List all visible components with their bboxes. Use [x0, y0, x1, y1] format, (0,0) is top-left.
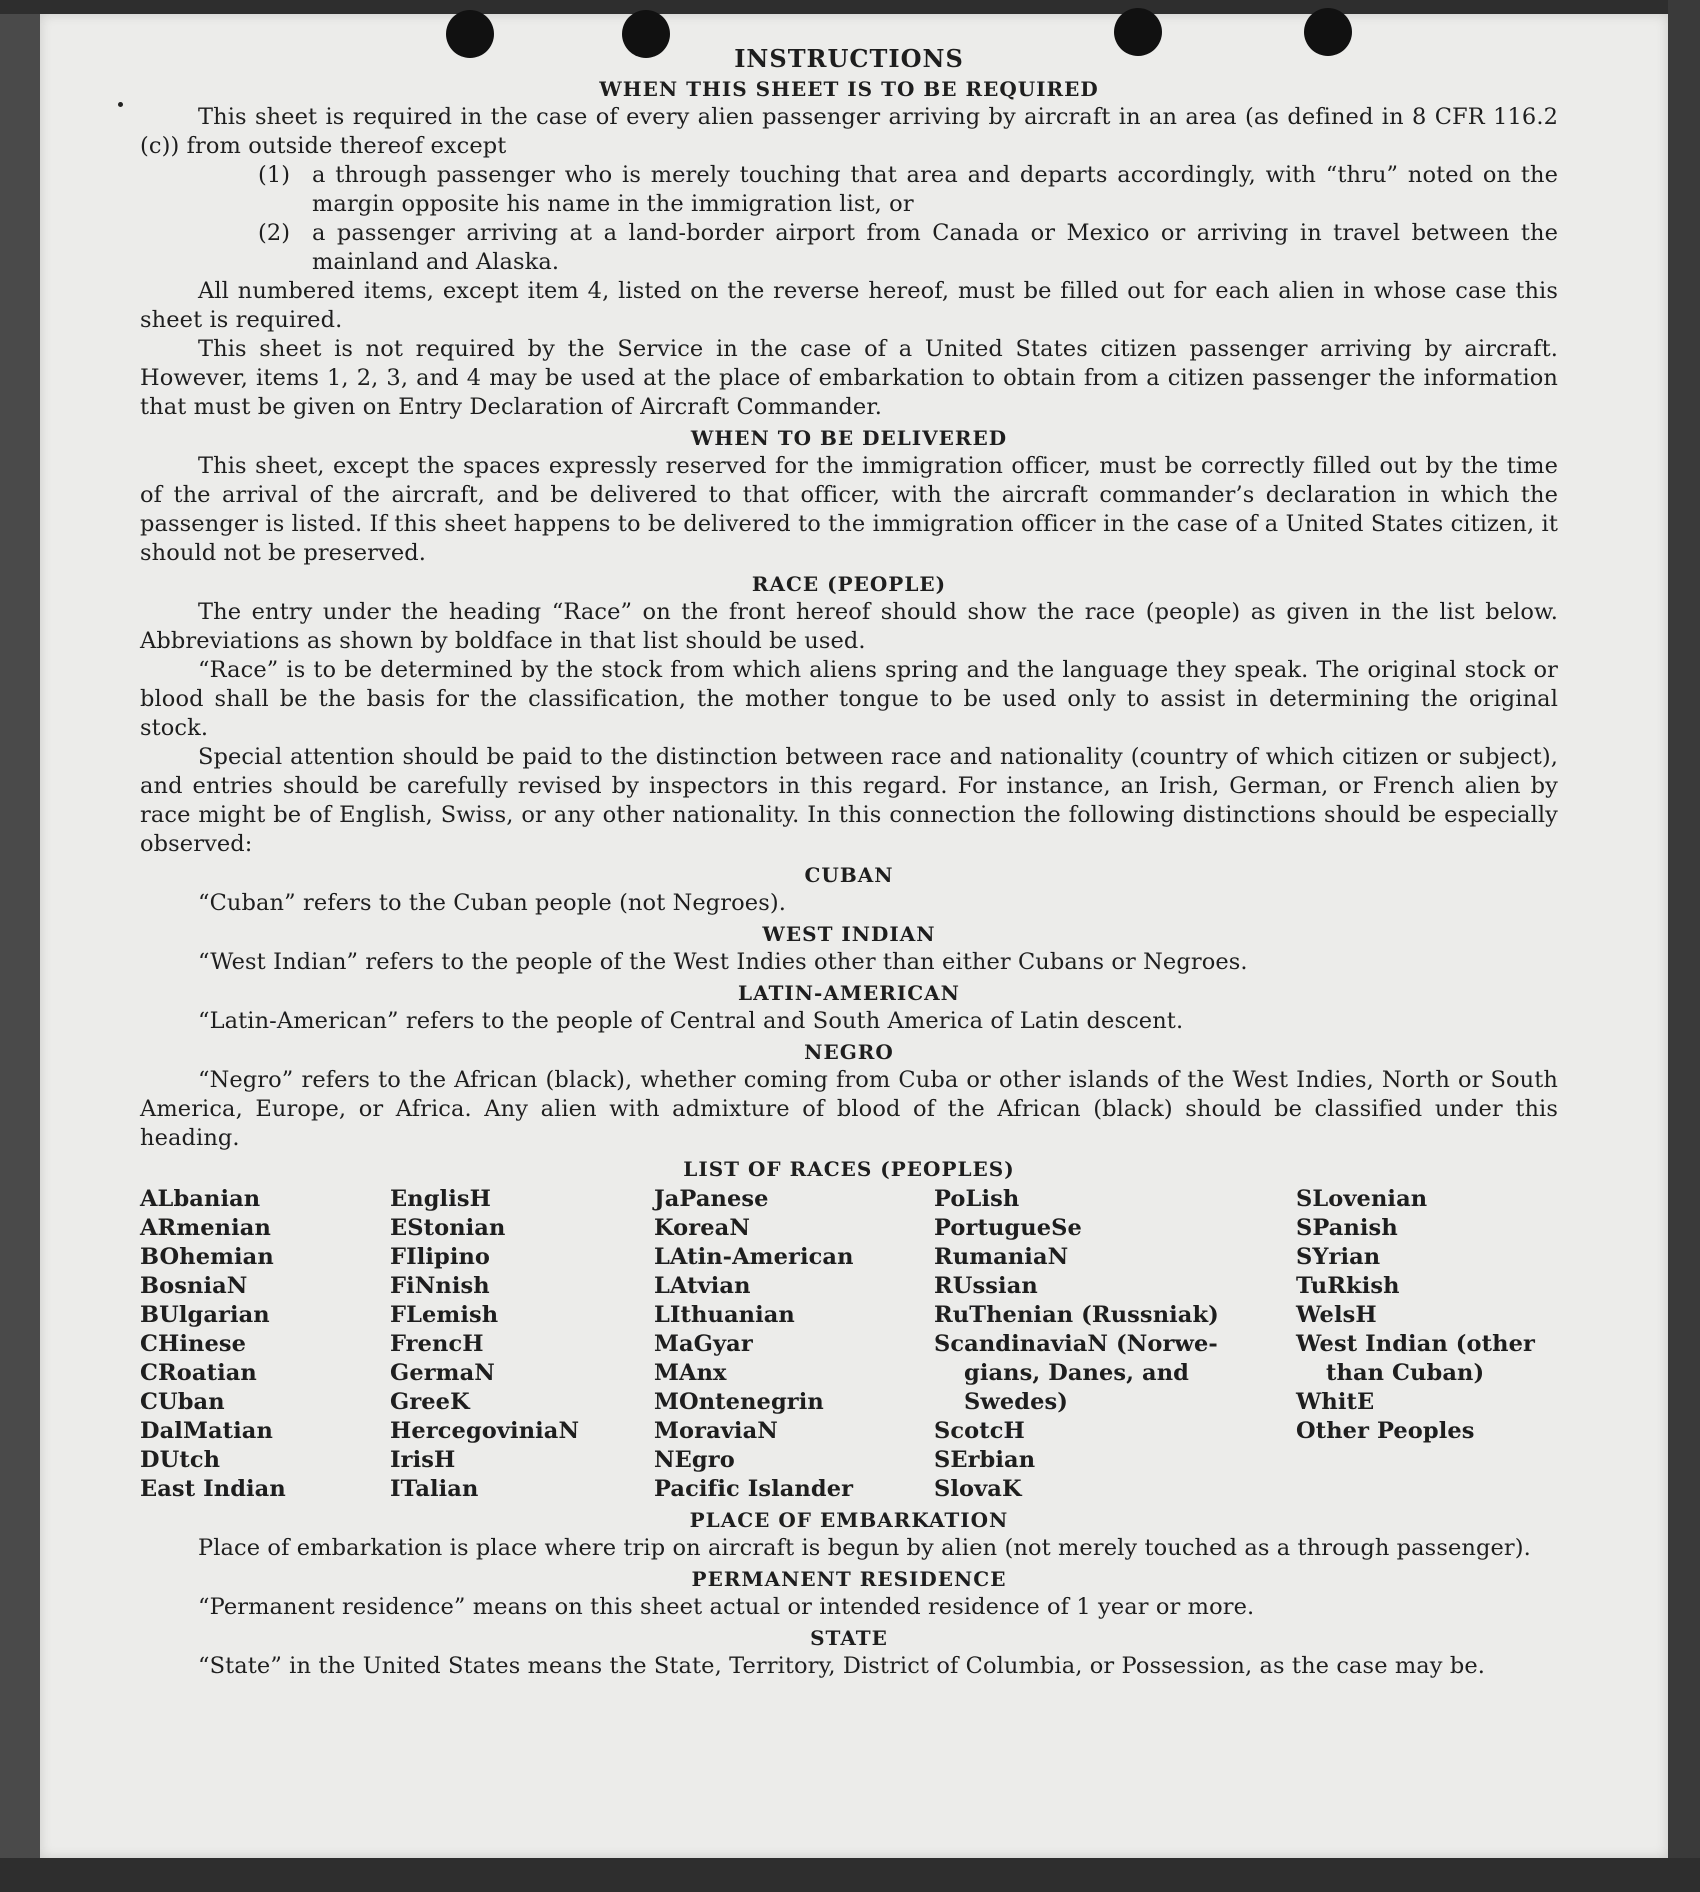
speck [118, 102, 123, 107]
instructions-title: INSTRUCTIONS [734, 44, 964, 73]
race-entry: TuRkish [1296, 1273, 1400, 1299]
race-entry: EnglisH [390, 1186, 491, 1212]
paragraph: The entry under the heading “Race” on the front hereof should show the race (people) as given in the list below. Abbreviations as shown by boldface in that list should be used. [140, 599, 1558, 654]
definition: “Latin-American” refers to the people of Central and South America of Latin descent. [198, 1008, 1184, 1034]
race-entry: WelsH [1296, 1302, 1377, 1328]
race-entry: SYrian [1296, 1244, 1381, 1270]
race-entry: ALbanian [140, 1186, 261, 1212]
race-entry-continued: Swedes) [964, 1389, 1068, 1415]
race-entry: MoraviaN [654, 1418, 778, 1444]
races-column [390, 1185, 654, 1504]
section-heading: RACE (PEOPLE) [751, 572, 947, 596]
scan-bottom-edge [0, 1858, 1700, 1892]
section-heading: PLACE OF EMBARKATION [689, 1508, 1009, 1532]
race-entry: MaGyar [654, 1331, 753, 1357]
race-entry: NEgro [654, 1447, 735, 1473]
race-entry: FrencH [390, 1331, 484, 1357]
race-entry: RumaniaN [934, 1244, 1069, 1270]
race-entry: DalMatian [140, 1418, 273, 1444]
race-entry: LAtvian [654, 1273, 751, 1299]
race-entry: PoLish [934, 1186, 1020, 1212]
race-entry: DUtch [140, 1447, 221, 1473]
race-entry-continued: gians, Danes, and [964, 1360, 1190, 1386]
race-entry: PortugueSe [934, 1215, 1082, 1241]
race-entry: MOntenegrin [654, 1389, 824, 1415]
paragraph: Special attention should be paid to the distinction between race and nationality (country of which citizen or subject), and entries should be carefully revised by inspectors in this regard. For instance, an Irish, German, or French alien by race might be of English, Swiss, or any other nationality. In this connection the following distinctions should be especially observed: [140, 744, 1558, 857]
race-entry: ARmenian [140, 1215, 271, 1241]
section-heading: PERMANENT RESIDENCE [691, 1567, 1007, 1591]
race-entry: BosniaN [140, 1273, 248, 1299]
section-heading: LIST OF RACES (PEOPLES) [683, 1157, 1015, 1181]
race-entry: ITalian [390, 1476, 479, 1502]
race-entry: EStonian [390, 1215, 506, 1241]
race-entry: JaPanese [654, 1186, 769, 1212]
race-entry: FIlipino [390, 1244, 491, 1270]
race-entry: LAtin-American [654, 1244, 854, 1270]
exception-item [258, 161, 1558, 219]
paragraph: This sheet is not required by the Service in the case of a United States citizen passenger arriving by aircraft. However, items 1, 2, 3, and 4 may be used at the place of embarkation to obtain from a citizen passenger the information that must be given on Entry Declaration of Aircraft Commander. [140, 336, 1558, 420]
race-entry: Other Peoples [1296, 1418, 1475, 1444]
section-heading: STATE [810, 1626, 888, 1650]
definition: “Negro” refers to the African (black), whether coming from Cuba or other islands of the West Indies, North or South America, Europe, or Africa. Any alien with admixture of blood of the African (black) should be classified under this heading. [140, 1067, 1558, 1151]
paragraph: This sheet is required in the case of every alien passenger arriving by aircraft in an area (as defined in 8 CFR 116.2 (c)) from outside thereof except [140, 104, 1558, 159]
race-entry: BUlgarian [140, 1302, 270, 1328]
races-column [1296, 1185, 1558, 1504]
race-entry: HercegoviniaN [390, 1418, 580, 1444]
section-heading: NEGRO [804, 1040, 894, 1064]
paragraph: “Race” is to be determined by the stock from which aliens spring and the language they speak. The original stock or blood shall be the basis for the classification, the mother tongue to be used only to assist in determining the original stock. [140, 657, 1558, 741]
race-entry: RUssian [934, 1273, 1038, 1299]
race-entry: CRoatian [140, 1360, 257, 1386]
item-number: (2) [258, 220, 291, 246]
race-entry: GreeK [390, 1389, 470, 1415]
definition: “State” in the United States means the State, Territory, District of Columbia, or Possession, as the case may be. [198, 1653, 1486, 1679]
race-entry: BOhemian [140, 1244, 274, 1270]
paragraph: This sheet, except the spaces expressly reserved for the immigration officer, must be correctly filled out by the time of the arrival of the aircraft, and be delivered to that officer, with the aircraft commander’s declaration in which the passenger is listed. If this sheet happens to be delivered to the immigration officer in the case of a United States citizen, it should not be preserved. [140, 453, 1558, 566]
race-entry: MAnx [654, 1360, 727, 1386]
race-entry-continued: than Cuban) [1326, 1360, 1485, 1386]
paragraph: All numbered items, except item 4, listed on the reverse hereof, must be filled out for each alien in whose case this sheet is required. [140, 278, 1558, 333]
section-heading: CUBAN [804, 863, 894, 887]
scan-right-edge [1668, 0, 1700, 1892]
race-entry: RuThenian (Russniak) [934, 1302, 1219, 1328]
races-list [140, 1185, 1558, 1504]
section-heading: LATIN-AMERICAN [738, 981, 960, 1005]
races-column [140, 1185, 390, 1504]
exception-item [258, 219, 1558, 277]
race-entry: ScandinaviaN (Norwe- [934, 1331, 1218, 1357]
definition: “Cuban” refers to the Cuban people (not Negroes). [198, 890, 786, 916]
scan-top-edge [0, 0, 1700, 14]
instructions-content [140, 44, 1558, 1681]
race-entry: LIthuanian [654, 1302, 795, 1328]
race-entry: IrisH [390, 1447, 456, 1473]
section-heading: WHEN THIS SHEET IS TO BE REQUIRED [599, 77, 1099, 101]
race-entry: WhitE [1296, 1389, 1375, 1415]
race-entry: KoreaN [654, 1215, 750, 1241]
item-number: (1) [258, 162, 291, 188]
races-column [934, 1185, 1296, 1504]
item-text: a through passenger who is merely touching that area and departs accordingly, with “thru” noted on the margin opposite his name in the immigration list, or [312, 162, 1558, 217]
item-text: a passenger arriving at a land-border airport from Canada or Mexico or arriving in travel between the mainland and Alaska. [312, 220, 1558, 275]
race-entry: SLovenian [1296, 1186, 1428, 1212]
definition: Place of embarkation is place where trip on aircraft is begun by alien (not merely touched as a through passenger). [198, 1535, 1531, 1561]
race-entry: FiNnish [390, 1273, 490, 1299]
race-entry: East Indian [140, 1476, 286, 1502]
section-heading: WHEN TO BE DELIVERED [690, 426, 1008, 450]
section-heading: WEST INDIAN [762, 922, 936, 946]
race-entry: West Indian (other [1296, 1331, 1535, 1357]
race-entry: GermaN [390, 1360, 495, 1386]
race-entry: Pacific Islander [654, 1476, 854, 1502]
race-entry: ScotcH [934, 1418, 1025, 1444]
race-entry: CHinese [140, 1331, 247, 1357]
races-column [654, 1185, 934, 1504]
race-entry: SErbian [934, 1447, 1036, 1473]
definition: “Permanent residence” means on this sheet actual or intended residence of 1 year or more. [198, 1594, 1255, 1620]
definition: “West Indian” refers to the people of the West Indies other than either Cubans or Negroes. [198, 949, 1248, 975]
race-entry: SlovaK [934, 1476, 1022, 1502]
race-entry: FLemish [390, 1302, 499, 1328]
race-entry: SPanish [1296, 1215, 1398, 1241]
race-entry: CUban [140, 1389, 225, 1415]
